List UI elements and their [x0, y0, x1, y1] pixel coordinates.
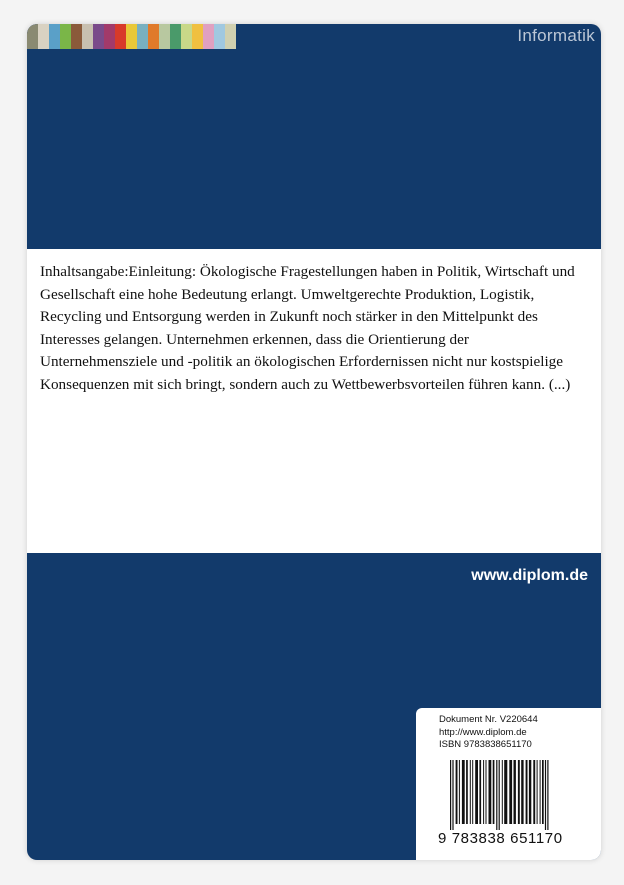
color-stripe: [93, 24, 104, 49]
barcode-bar: [526, 760, 528, 824]
barcode-bar: [496, 760, 497, 830]
barcode-bar: [502, 760, 503, 824]
barcode-bar: [489, 760, 492, 824]
color-stripe: [115, 24, 126, 49]
color-stripes: [27, 24, 243, 49]
document-url: http://www.diplom.de: [439, 726, 527, 738]
barcode-bar: [504, 760, 507, 824]
publisher-website: www.diplom.de: [471, 567, 588, 584]
barcode-bar: [493, 760, 495, 824]
barcode-bar: [509, 760, 512, 824]
barcode-bar: [499, 760, 500, 830]
barcode-bar: [540, 760, 541, 824]
isbn-box: [416, 708, 601, 860]
color-stripe: [225, 24, 236, 49]
barcode-bar: [472, 760, 473, 824]
barcode-bar: [547, 760, 548, 830]
color-stripe: [38, 24, 49, 49]
color-stripe: [159, 24, 170, 49]
barcode-bar: [514, 760, 516, 824]
barcode-bar: [462, 760, 465, 824]
barcode-bar: [533, 760, 535, 824]
top-blue-band: [27, 24, 601, 249]
color-stripe: [104, 24, 115, 49]
isbn-number: ISBN 9783838651170: [439, 739, 532, 750]
barcode-bar: [466, 760, 468, 824]
document-number: Dokument Nr. V220644: [439, 714, 538, 725]
document-info: [439, 714, 538, 752]
color-stripe: [192, 24, 203, 49]
color-stripe: [82, 24, 93, 49]
color-stripe: [203, 24, 214, 49]
abstract-area: [27, 249, 601, 552]
color-stripe: [214, 24, 225, 49]
barcode-bar: [475, 760, 478, 824]
barcode-bar: [518, 760, 520, 824]
barcode-bar: [459, 760, 460, 824]
barcode-bar: [452, 760, 453, 830]
abstract-text: Inhaltsangabe:Einleitung: Ökologische Fragestellungen haben in Politik, Wirtschaft und Gesellschaft eine hohe Bedeutung erlangt. Umweltgerechte Produktion, Logistik, Recycling und Entsorgung werden in Zukunft noch stärker in den Mittelpunkt des Interesses gelangen. Unternehmen erkennen, dass die Orientierung der Unternehmensziele und -politik an ökologischen Erfordernissen nicht nur kostspielige Konsequenzen mit sich bringt, sondern auch zu Wettbewerbsvorteilen führen kann. (...): [40, 263, 575, 393]
barcode-bar: [450, 760, 451, 830]
book-back-cover: [27, 24, 601, 860]
bottom-blue-band: [27, 553, 601, 860]
color-stripe: [60, 24, 71, 49]
barcode-bar: [486, 760, 487, 824]
barcode-bar: [537, 760, 538, 824]
category-label: Informatik: [517, 26, 595, 45]
barcode-digits: 9 783838 651170: [438, 830, 563, 847]
color-stripe: [49, 24, 60, 49]
color-stripe: [27, 24, 38, 49]
barcode-bar: [479, 760, 481, 824]
barcode: [450, 760, 584, 830]
barcode-bar: [542, 760, 544, 824]
barcode-bar: [521, 760, 523, 824]
barcode-bar: [470, 760, 471, 824]
barcode-bar: [529, 760, 531, 824]
barcode-bar: [456, 760, 458, 824]
color-stripe: [170, 24, 181, 49]
color-stripe: [181, 24, 192, 49]
color-stripe: [126, 24, 137, 49]
color-stripe: [148, 24, 159, 49]
color-stripe: [137, 24, 148, 49]
color-stripe: [71, 24, 82, 49]
barcode-bar: [483, 760, 484, 824]
barcode-bar: [545, 760, 546, 830]
